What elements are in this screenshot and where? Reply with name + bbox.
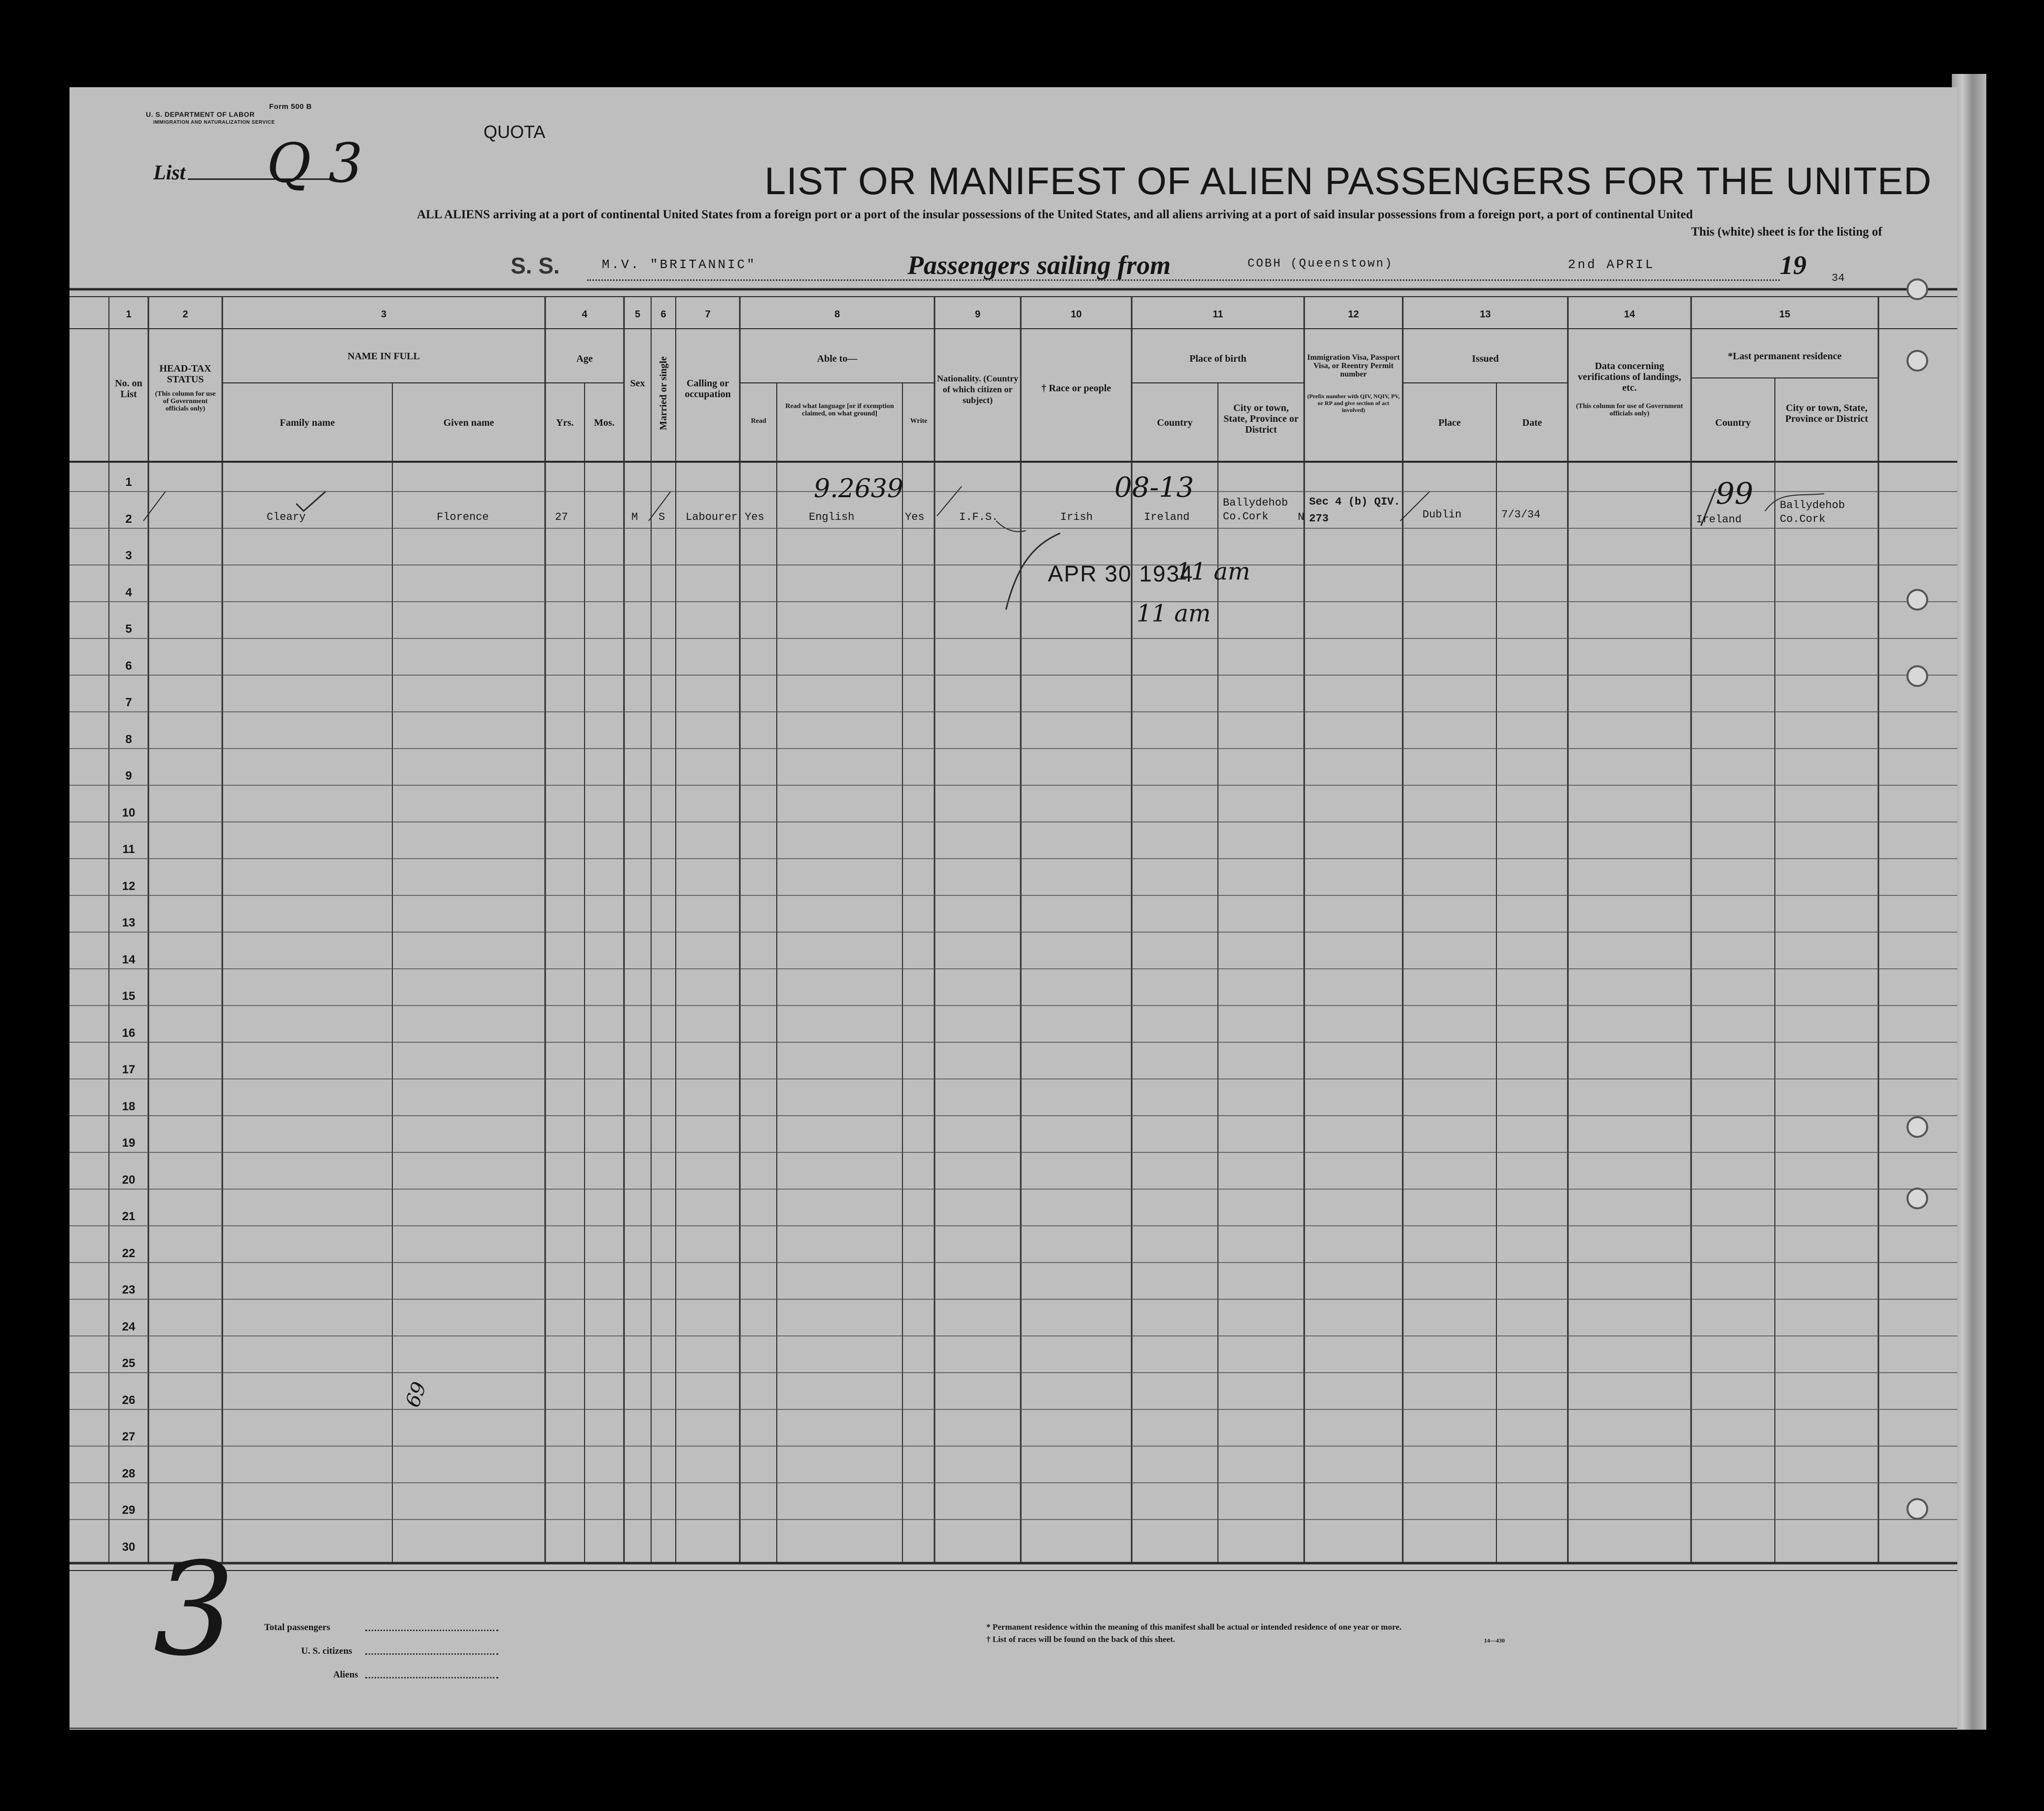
row-number: 29: [122, 1503, 136, 1517]
footer-aliens-line: [365, 1677, 498, 1678]
header-issued: Issued: [1472, 353, 1499, 364]
ss-label: S. S.: [511, 253, 560, 278]
col-num-11: 11: [1213, 309, 1223, 320]
passenger-occupation: Labourer: [686, 511, 738, 523]
service: IMMIGRATION AND NATURALIZATION SERVICE: [153, 120, 275, 125]
header-family-name: Family name: [279, 417, 335, 428]
header-able-to: Able to—: [817, 353, 858, 364]
row-number: 10: [122, 806, 136, 820]
row-number: 25: [122, 1357, 136, 1370]
row-number: 21: [122, 1210, 136, 1223]
passenger-visa-prefix: N: [1298, 511, 1305, 523]
passenger-sex: M: [631, 511, 638, 523]
header-given-name: Given name: [443, 417, 494, 428]
passenger-nationality: I.F.S.: [959, 511, 999, 523]
header-write: Write: [910, 417, 928, 425]
passenger-age: 27: [555, 511, 568, 523]
binder-hole: [1906, 278, 1928, 300]
header-birth-country: Country: [1157, 417, 1193, 428]
header-read: Read: [751, 417, 766, 425]
header-landings-note: (This column for use of Government officials only): [1576, 403, 1683, 417]
footer-citizens-label: U. S. citizens: [301, 1646, 352, 1656]
col-num-8: 8: [834, 309, 840, 320]
footer-citizens-line: [365, 1653, 498, 1655]
passenger-marital: S: [658, 511, 665, 523]
passenger-issued-place: Dublin: [1422, 509, 1462, 521]
passenger-res-city: Ballydehob Co.Cork: [1780, 499, 1845, 525]
header-visa: Immigration Visa, Passport Visa, or Reentry Permit number: [1307, 353, 1400, 378]
row-number: 7: [125, 696, 132, 709]
row-number: 5: [125, 622, 132, 636]
row-number: 22: [122, 1246, 136, 1260]
handwritten-time-1: 11 am: [1176, 558, 1250, 585]
binder-hole: [1906, 1498, 1928, 1520]
col-num-12: 12: [1348, 309, 1359, 320]
header-visa-note: (Prefix number with QIV, NQIV, PV, or RP and give section of act involved): [1307, 393, 1400, 413]
header-head-tax-note: (This column for use of Government officials only): [155, 390, 216, 412]
passenger-birth-city: Ballydehob Co.Cork: [1223, 497, 1288, 523]
header-name-in-full: NAME IN FULL: [347, 351, 420, 362]
row-number: 17: [122, 1063, 136, 1076]
col-num-7: 7: [705, 309, 711, 320]
footer-note-residence: * Permanent residence within the meaning of this manifest shall be actual or intended residence of one year or more.: [986, 1622, 1402, 1632]
col-num-15: 15: [1779, 309, 1791, 320]
row-number: 28: [122, 1467, 136, 1480]
passenger-language: English: [809, 511, 855, 523]
header-head-tax: HEAD-TAX STATUS: [159, 363, 211, 385]
col-num-2: 2: [182, 309, 188, 320]
form-number: Form 500 B: [269, 103, 312, 111]
header-birth-city: City or town, State, Province or District: [1223, 403, 1299, 435]
footer-note-races: † List of races will be found on the back of this sheet.: [986, 1635, 1175, 1644]
header-nationality: Nationality. (Country of which citizen or subject): [937, 374, 1019, 405]
col-num-13: 13: [1480, 309, 1491, 320]
header-race: † Race or people: [1041, 383, 1111, 394]
header-no-on-list: No. on List: [115, 378, 142, 400]
row-number: 11: [122, 843, 135, 856]
passenger-res-country: Ireland: [1696, 513, 1742, 526]
col-num-1: 1: [126, 309, 132, 320]
passenger-family-name: Cleary: [267, 511, 306, 523]
row-number: 30: [122, 1540, 136, 1554]
handwritten-mark: 69: [401, 1379, 431, 1410]
col-num-6: 6: [660, 309, 666, 320]
sailing-label: Passengers sailing from: [907, 250, 1171, 280]
row-number: 27: [122, 1430, 136, 1443]
header-residence: *Last permanent residence: [1728, 351, 1842, 362]
col-num-9: 9: [974, 309, 981, 320]
header-calling: Calling or occupation: [685, 378, 731, 400]
col-num-3: 3: [381, 309, 387, 320]
binder-hole: [1906, 589, 1928, 611]
row-number: 18: [122, 1099, 136, 1113]
footer-total-line: [365, 1630, 498, 1631]
handwritten-code: 08-13: [1114, 472, 1194, 504]
row-number: 20: [122, 1173, 136, 1187]
sailing-date: 2nd APRIL: [1568, 257, 1655, 272]
binder-hole: [1906, 350, 1928, 372]
date-stamp: APR 30 1934: [1048, 561, 1194, 586]
header-age-yrs: Yrs.: [555, 417, 574, 428]
footer-form-code: 14—430: [1484, 1637, 1505, 1644]
header-place-of-birth: Place of birth: [1189, 353, 1247, 364]
header-res-country: Country: [1715, 417, 1751, 428]
row-number: 12: [122, 879, 136, 893]
table-grid: [69, 87, 1957, 1730]
row-number: 6: [125, 659, 132, 673]
binder-hole: [1906, 1116, 1928, 1138]
col-num-14: 14: [1624, 309, 1635, 320]
header-res-city: City or town, State, Province or District: [1785, 403, 1869, 424]
row-number: 13: [122, 916, 136, 929]
row-number: 16: [122, 1026, 136, 1040]
header-age: Age: [576, 353, 593, 364]
row-number: 19: [122, 1136, 136, 1150]
binder-hole: [1906, 665, 1928, 687]
manifest-title: LIST OR MANIFEST OF ALIEN PASSENGERS FOR THE UNITED: [764, 159, 1932, 203]
row-number: 23: [122, 1283, 136, 1297]
col-num-5: 5: [634, 309, 641, 320]
row-number: 15: [122, 990, 136, 1003]
row-number: 3: [125, 549, 132, 562]
header-read-language: Read what language [or if exemption claimed, on what ground]: [785, 403, 894, 417]
header-sex: Sex: [630, 378, 645, 389]
manifest-subtitle-2: This (white) sheet is for the listing of: [1691, 225, 1882, 239]
header-landings: Data concerning verifications of landings, etc.: [1578, 361, 1681, 393]
passenger-birth-country: Ireland: [1144, 511, 1190, 523]
row-number: 1: [125, 476, 132, 489]
row-number: 8: [125, 732, 132, 746]
binder-hole: [1906, 1188, 1928, 1209]
department: U. S. DEPARTMENT OF LABOR: [146, 110, 255, 118]
footer-total-label: Total passengers: [264, 1622, 330, 1633]
header-age-mos: Mos.: [594, 417, 615, 428]
col-num-4: 4: [582, 309, 588, 320]
port-of-departure: COBH (Queenstown): [1247, 257, 1393, 271]
handwritten-total: 3: [153, 1536, 235, 1684]
manifest-subtitle: ALL ALIENS arriving at a port of continental United States from a foreign port or a port of the insular possessions of the United States, and all aliens arriving at a port of said insular possessions from a foreign port, a port of continental United: [417, 208, 1693, 221]
footer-aliens-label: Aliens: [333, 1670, 358, 1680]
list-number-handwritten: Q 3: [267, 132, 363, 195]
list-label: List: [153, 162, 186, 184]
handwritten-residence-code: 99: [1716, 477, 1754, 511]
year-value: 34: [1832, 272, 1845, 284]
ship-name: M.V. "BRITANNIC": [602, 257, 757, 272]
header-issued-date: Date: [1522, 417, 1542, 428]
passenger-read: Yes: [745, 511, 764, 523]
passenger-write: Yes: [905, 511, 925, 523]
passenger-visa: Sec 4 (b) QIV. 273: [1309, 496, 1400, 525]
manifest-sheet: [69, 87, 1957, 1730]
passenger-race: Irish: [1060, 511, 1093, 523]
row-number: 4: [125, 585, 132, 599]
quota-stamp: QUOTA: [484, 122, 546, 142]
handwritten-time-2: 11 am: [1137, 600, 1211, 627]
passenger-issued-date: 7/3/34: [1501, 509, 1541, 521]
header-married: Married or single: [658, 356, 669, 430]
row-number: 14: [122, 953, 136, 966]
row-number: 2: [125, 512, 132, 526]
header-issued-place: Place: [1438, 417, 1461, 428]
handwritten-number: 9.2639: [814, 474, 903, 504]
passenger-given-name: Florence: [437, 511, 489, 523]
row-number: 24: [122, 1320, 136, 1333]
year-label: 19: [1780, 250, 1806, 280]
col-num-10: 10: [1071, 309, 1082, 320]
row-number: 9: [125, 769, 132, 783]
row-number: 26: [122, 1393, 136, 1407]
